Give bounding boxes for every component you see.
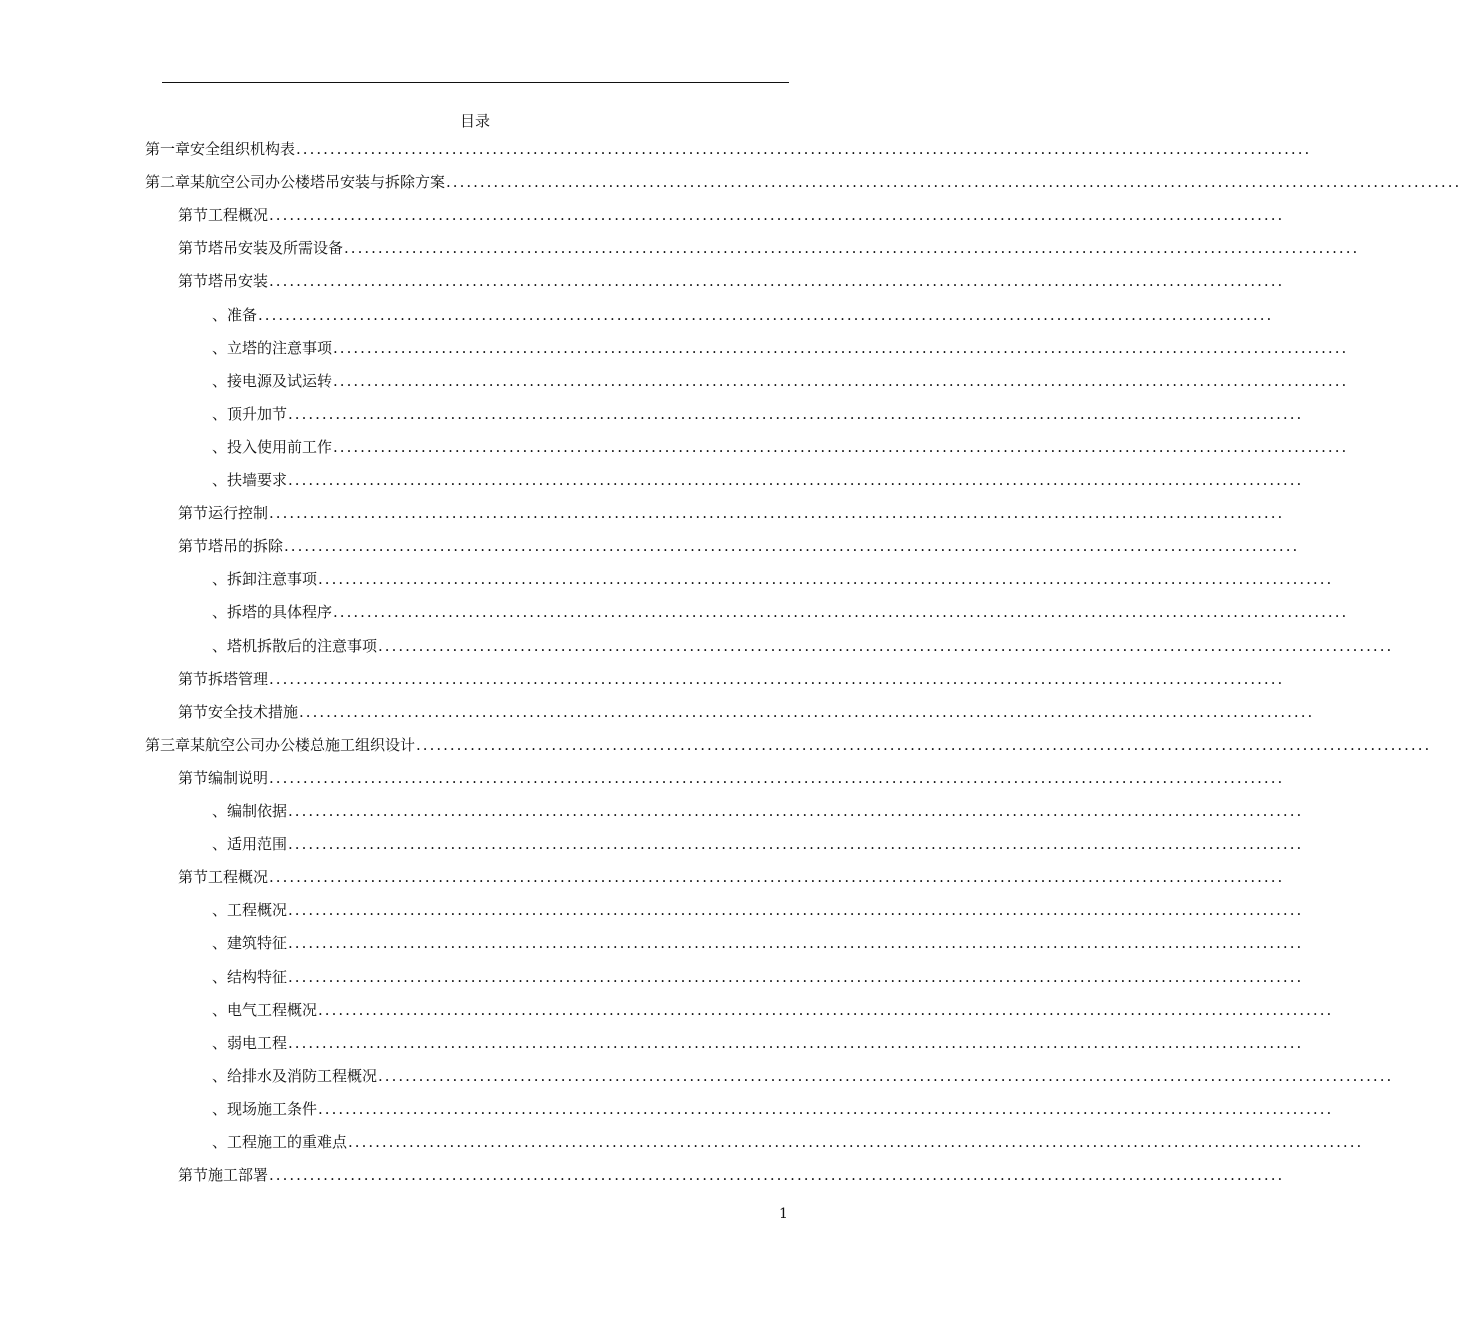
toc-entry-title: 扶墙要求 bbox=[227, 471, 288, 489]
toc-entry-number: 第节 bbox=[178, 206, 209, 224]
toc-entry[interactable] bbox=[178, 861, 1285, 887]
toc-entry[interactable] bbox=[178, 1159, 1285, 1185]
toc-entry-title: 工程概况 bbox=[208, 206, 269, 224]
toc-entry[interactable] bbox=[212, 1093, 1334, 1119]
toc-entry-title: 立塔的注意事项 bbox=[227, 339, 333, 357]
toc-entry-number: 、 bbox=[212, 603, 228, 621]
toc-dot-leader: ...................................................................................................................................................... bbox=[269, 868, 1285, 886]
toc-entry-number: 第节 bbox=[178, 1166, 209, 1184]
toc-entry-title: 塔吊安装 bbox=[208, 272, 269, 290]
header-rule bbox=[162, 82, 789, 83]
toc-entry-number: 第节 bbox=[178, 703, 209, 721]
toc-entry-number: 第一章 bbox=[145, 140, 191, 158]
toc-entry-title: 某航空公司办公楼总施工组织设计 bbox=[190, 736, 416, 754]
toc-entry-number: 、 bbox=[212, 637, 228, 655]
toc-entry-title: 施工部署 bbox=[208, 1166, 269, 1184]
toc-dot-leader: ...................................................................................................................................................... bbox=[378, 637, 1394, 655]
toc-entry-number: 第节 bbox=[178, 272, 209, 290]
toc-entry-number: 、 bbox=[212, 570, 228, 588]
toc-entry-title: 拆塔的具体程序 bbox=[227, 603, 333, 621]
toc-entry-number: 、 bbox=[212, 968, 228, 986]
toc-entry-title: 编制依据 bbox=[227, 802, 288, 820]
toc-dot-leader: ...................................................................................................................................................... bbox=[284, 537, 1300, 555]
toc-entry[interactable] bbox=[212, 795, 1304, 821]
toc-dot-leader: ...................................................................................................................................................... bbox=[333, 339, 1349, 357]
toc-entry-title: 运行控制 bbox=[208, 504, 269, 522]
toc-dot-leader: ...................................................................................................................................................... bbox=[299, 703, 1315, 721]
page-number: 1 bbox=[779, 1206, 788, 1222]
toc-entry[interactable] bbox=[178, 199, 1285, 225]
toc-entry-number: 第三章 bbox=[145, 736, 191, 754]
toc-entry-title: 弱电工程 bbox=[227, 1034, 288, 1052]
toc-dot-leader: ...................................................................................................................................................... bbox=[258, 306, 1274, 324]
toc-entry-title: 现场施工条件 bbox=[227, 1100, 318, 1118]
toc-entry-title: 适用范围 bbox=[227, 835, 288, 853]
toc-dot-leader: ...................................................................................................................................................... bbox=[344, 239, 1360, 257]
toc-entry-number: 第节 bbox=[178, 239, 209, 257]
toc-entry-title: 塔吊安装及所需设备 bbox=[208, 239, 344, 257]
toc-entry-number: 、 bbox=[212, 901, 228, 919]
toc-dot-leader: ...................................................................................................................................................... bbox=[296, 140, 1312, 158]
toc-entry-number: 第节 bbox=[178, 769, 209, 787]
toc-entry[interactable] bbox=[212, 927, 1304, 953]
toc-entry[interactable] bbox=[212, 828, 1304, 854]
toc-entry-title: 建筑特征 bbox=[227, 934, 288, 952]
toc-entry-title: 顶升加节 bbox=[227, 405, 288, 423]
toc-entry-number: 第节 bbox=[178, 537, 209, 555]
toc-entry[interactable] bbox=[212, 398, 1304, 424]
toc-entry-number: 、 bbox=[212, 339, 228, 357]
toc-entry-title: 结构特征 bbox=[227, 968, 288, 986]
toc-entry-title: 准备 bbox=[227, 306, 258, 324]
toc-entry-number: 、 bbox=[212, 405, 228, 423]
toc-entry-title: 塔吊的拆除 bbox=[208, 537, 284, 555]
toc-entry-title: 电气工程概况 bbox=[227, 1001, 318, 1019]
toc-dot-leader: ...................................................................................................................................................... bbox=[269, 504, 1285, 522]
toc-entry-number: 、 bbox=[212, 1001, 228, 1019]
toc-entry[interactable] bbox=[212, 365, 1349, 391]
toc-entry[interactable] bbox=[212, 1060, 1394, 1086]
toc-entry-number: 第二章 bbox=[145, 173, 191, 191]
toc-entry[interactable] bbox=[178, 497, 1285, 523]
toc-entry[interactable] bbox=[212, 1126, 1364, 1152]
toc-entry-number: 、 bbox=[212, 372, 228, 390]
toc-entry[interactable] bbox=[212, 630, 1394, 656]
toc-entry[interactable] bbox=[178, 663, 1285, 689]
toc-dot-leader: ...................................................................................................................................................... bbox=[378, 1067, 1394, 1085]
toc-dot-leader: ...................................................................................................................................................... bbox=[288, 471, 1304, 489]
toc-entry[interactable] bbox=[212, 1027, 1304, 1053]
toc-entry-title: 工程概况 bbox=[208, 868, 269, 886]
toc-entry-number: 、 bbox=[212, 1100, 228, 1118]
toc-entry-number: 第节 bbox=[178, 504, 209, 522]
toc-entry[interactable] bbox=[212, 464, 1304, 490]
toc-entry[interactable] bbox=[178, 762, 1285, 788]
toc-entry-number: 第节 bbox=[178, 868, 209, 886]
toc-entry-number: 、 bbox=[212, 835, 228, 853]
toc-entry-number: 第节 bbox=[178, 670, 209, 688]
toc-entry[interactable] bbox=[178, 265, 1285, 291]
toc-entry[interactable] bbox=[178, 232, 1360, 258]
toc-entry-number: 、 bbox=[212, 438, 228, 456]
toc-entry-number: 、 bbox=[212, 1067, 228, 1085]
toc-dot-leader: ...................................................................................................................................................... bbox=[288, 835, 1304, 853]
toc-entry-number: 、 bbox=[212, 1034, 228, 1052]
toc-title: 目录 bbox=[459, 112, 490, 130]
toc-dot-leader: ...................................................................................................................................................... bbox=[318, 1001, 1334, 1019]
toc-entry-title: 塔机拆散后的注意事项 bbox=[227, 637, 378, 655]
toc-entry[interactable] bbox=[212, 332, 1349, 358]
toc-entry-title: 工程概况 bbox=[227, 901, 288, 919]
toc-dot-leader: ...................................................................................................................................................... bbox=[288, 1034, 1304, 1052]
toc-dot-leader: ...................................................................................................................................................... bbox=[269, 206, 1285, 224]
toc-dot-leader: ...................................................................................................................................................... bbox=[288, 901, 1304, 919]
toc-entry-title: 给排水及消防工程概况 bbox=[227, 1067, 378, 1085]
toc-dot-leader: ...................................................................................................................................................... bbox=[269, 769, 1285, 787]
toc-entry[interactable] bbox=[145, 166, 1461, 192]
toc-entry-title: 投入使用前工作 bbox=[227, 438, 333, 456]
toc-entry-number: 、 bbox=[212, 306, 228, 324]
toc-dot-leader: ...................................................................................................................................................... bbox=[416, 736, 1432, 754]
toc-entry[interactable] bbox=[145, 729, 1432, 755]
toc-entry-title: 拆卸注意事项 bbox=[227, 570, 318, 588]
toc-entry-title: 接电源及试运转 bbox=[227, 372, 333, 390]
toc-entry[interactable] bbox=[212, 894, 1304, 920]
toc-dot-leader: ...................................................................................................................................................... bbox=[288, 968, 1304, 986]
toc-entry[interactable] bbox=[212, 431, 1349, 457]
toc-entry-title: 某航空公司办公楼塔吊安装与拆除方案 bbox=[190, 173, 446, 191]
toc-entry[interactable] bbox=[145, 133, 1312, 159]
toc-entry-title: 工程施工的重难点 bbox=[227, 1133, 348, 1151]
toc-entry-title: 编制说明 bbox=[208, 769, 269, 787]
toc-dot-leader: ...................................................................................................................................................... bbox=[333, 603, 1349, 621]
toc-dot-leader: ...................................................................................................................................................... bbox=[269, 272, 1285, 290]
toc-dot-leader: ...................................................................................................................................................... bbox=[288, 405, 1304, 423]
toc-entry-number: 、 bbox=[212, 1133, 228, 1151]
toc-dot-leader: ...................................................................................................................................................... bbox=[269, 670, 1285, 688]
toc-entry[interactable] bbox=[178, 530, 1300, 556]
toc-entry[interactable] bbox=[212, 563, 1334, 589]
toc-entry-number: 、 bbox=[212, 934, 228, 952]
toc-entry[interactable] bbox=[212, 299, 1274, 325]
toc-dot-leader: ...................................................................................................................................................... bbox=[318, 1100, 1334, 1118]
toc-dot-leader: ...................................................................................................................................................... bbox=[348, 1133, 1364, 1151]
toc-entry[interactable] bbox=[212, 596, 1349, 622]
toc-entry-title: 拆塔管理 bbox=[208, 670, 269, 688]
toc-dot-leader: ...................................................................................................................................................... bbox=[333, 438, 1349, 456]
toc-entry[interactable] bbox=[178, 696, 1315, 722]
toc-dot-leader: ...................................................................................................................................................... bbox=[318, 570, 1334, 588]
toc-entry-number: 、 bbox=[212, 471, 228, 489]
toc-entry[interactable] bbox=[212, 994, 1334, 1020]
toc-dot-leader: ...................................................................................................................................................... bbox=[269, 1166, 1285, 1184]
toc-dot-leader: ...................................................................................................................................................... bbox=[288, 802, 1304, 820]
toc-entry[interactable] bbox=[212, 961, 1304, 987]
toc-entry-number: 、 bbox=[212, 802, 228, 820]
toc-dot-leader: ...................................................................................................................................................... bbox=[333, 372, 1349, 390]
toc-entry-title: 安全组织机构表 bbox=[190, 140, 296, 158]
toc-entry-title: 安全技术措施 bbox=[208, 703, 299, 721]
toc-dot-leader: ...................................................................................................................................................... bbox=[446, 173, 1461, 191]
toc-dot-leader: ...................................................................................................................................................... bbox=[288, 934, 1304, 952]
